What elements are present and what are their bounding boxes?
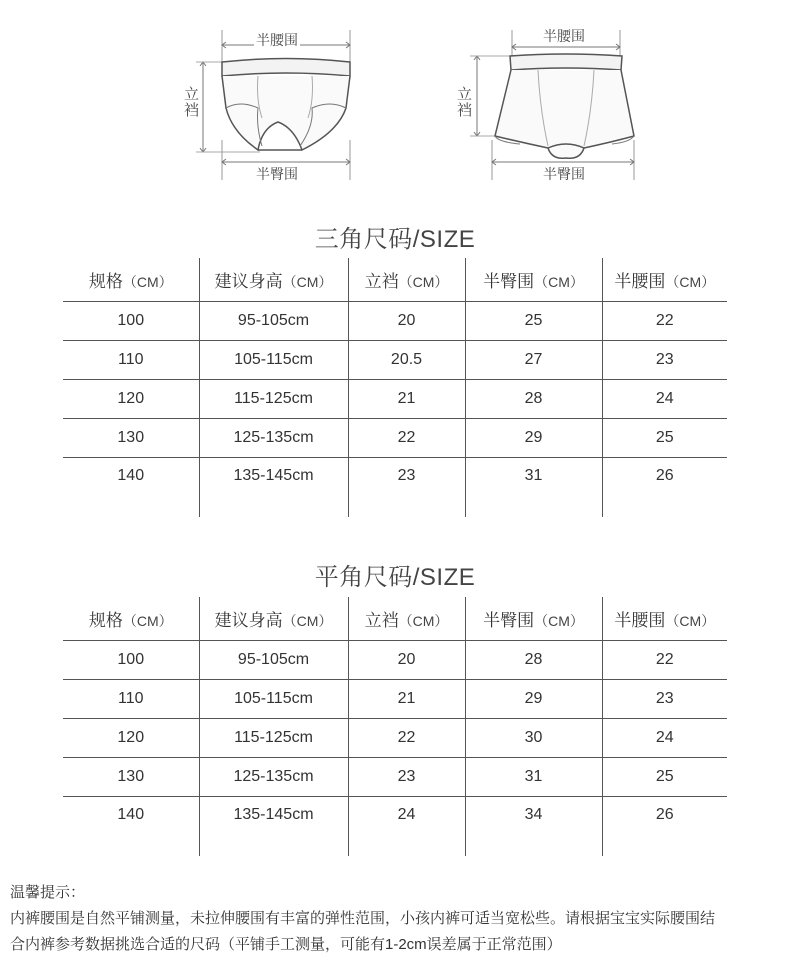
boxers-rise-label: 立裆 [455,86,472,118]
briefs-waist-label: 半腰围 [256,32,298,48]
table-header-row [63,597,727,641]
tips-line-1: 内裤腰围是自然平铺测量，未拉伸腰围有丰富的弹性范围，小孩内裤可适当宽松些。请根据宝宝实际腰围结 [10,910,716,927]
header-size: 规格（CM） [63,258,199,302]
table-row [63,380,727,419]
cell: 120 [63,719,199,758]
cell: 115-125cm [199,719,348,758]
tips-section [10,880,785,958]
cell: 125-135cm [199,419,348,458]
header-waist: 半腰围（CM） [602,258,727,302]
cell: 135-145cm [199,458,348,518]
table-row [63,797,727,857]
cell: 22 [348,419,465,458]
tips-line-2: 合内裤参考数据挑选合适的尺码（平铺手工测量，可能有1-2cm误差属于正常范围） [10,936,562,953]
tips-heading: 温馨提示： [10,884,86,901]
cell: 22 [602,641,727,680]
cell: 30 [465,719,602,758]
cell: 105-115cm [199,341,348,380]
cell: 34 [465,797,602,857]
cell: 130 [63,419,199,458]
underwear-illustrations [0,0,790,200]
cell: 28 [465,380,602,419]
boxers-illustration [470,30,634,180]
cell: 31 [465,458,602,518]
cell: 26 [602,458,727,518]
cell: 27 [465,341,602,380]
briefs-hip-label: 半臀围 [256,166,298,182]
cell: 25 [602,758,727,797]
cell: 140 [117,806,145,823]
cell: 100 [63,641,199,680]
header-rise: 立裆（CM） [348,597,465,641]
header-hip: 半臀围（CM） [465,597,602,641]
cell: 140 [117,467,145,484]
cell: 25 [465,302,602,341]
cell: 110 [63,680,199,719]
table-row [63,458,727,518]
cell: 28 [465,641,602,680]
cell: 29 [465,419,602,458]
cell: 25 [602,419,727,458]
cell: 23 [602,680,727,719]
table-row [63,341,727,380]
cell: 20 [348,302,465,341]
table-row [63,641,727,680]
cell: 26 [602,797,727,857]
header-hip: 半臀围（CM） [465,258,602,302]
cell: 95-105cm [199,302,348,341]
cell: 115-125cm [199,380,348,419]
cell: 22 [602,302,727,341]
cell: 20.5 [348,341,465,380]
boxers-waist-label: 半腰围 [543,28,585,44]
header-rise: 立裆（CM） [348,258,465,302]
cell: 23 [348,758,465,797]
cell: 120 [63,380,199,419]
table-row [63,680,727,719]
cell: 24 [602,719,727,758]
cell: 125-135cm [199,758,348,797]
header-height: 建议身高（CM） [199,258,348,302]
cell: 20 [348,641,465,680]
table-row [63,419,727,458]
table-row [63,758,727,797]
cell: 23 [348,458,465,518]
cell: 24 [348,797,465,857]
cell: 31 [465,758,602,797]
briefs-illustration [196,30,350,180]
cell: 100 [63,302,199,341]
cell: 135-145cm [199,797,348,857]
header-height: 建议身高（CM） [199,597,348,641]
cell: 95-105cm [199,641,348,680]
cell: 110 [63,341,199,380]
briefs-size-title: 三角尺码/SIZE [314,226,476,253]
table-row [63,719,727,758]
cell: 105-115cm [199,680,348,719]
measurement-diagrams [0,0,790,200]
briefs-size-table [63,258,727,517]
cell: 130 [63,758,199,797]
cell: 21 [348,680,465,719]
boxers-size-title: 平角尺码/SIZE [314,564,476,591]
cell: 29 [465,680,602,719]
cell: 24 [602,380,727,419]
cell: 22 [348,719,465,758]
boxers-size-table [63,597,727,856]
briefs-rise-label: 立裆 [182,86,199,118]
cell: 23 [602,341,727,380]
header-size: 规格（CM） [63,597,199,641]
header-waist: 半腰围（CM） [602,597,727,641]
table-row [63,302,727,341]
boxers-hip-label: 半臀围 [543,166,585,182]
table-header-row [63,258,727,302]
cell: 21 [348,380,465,419]
